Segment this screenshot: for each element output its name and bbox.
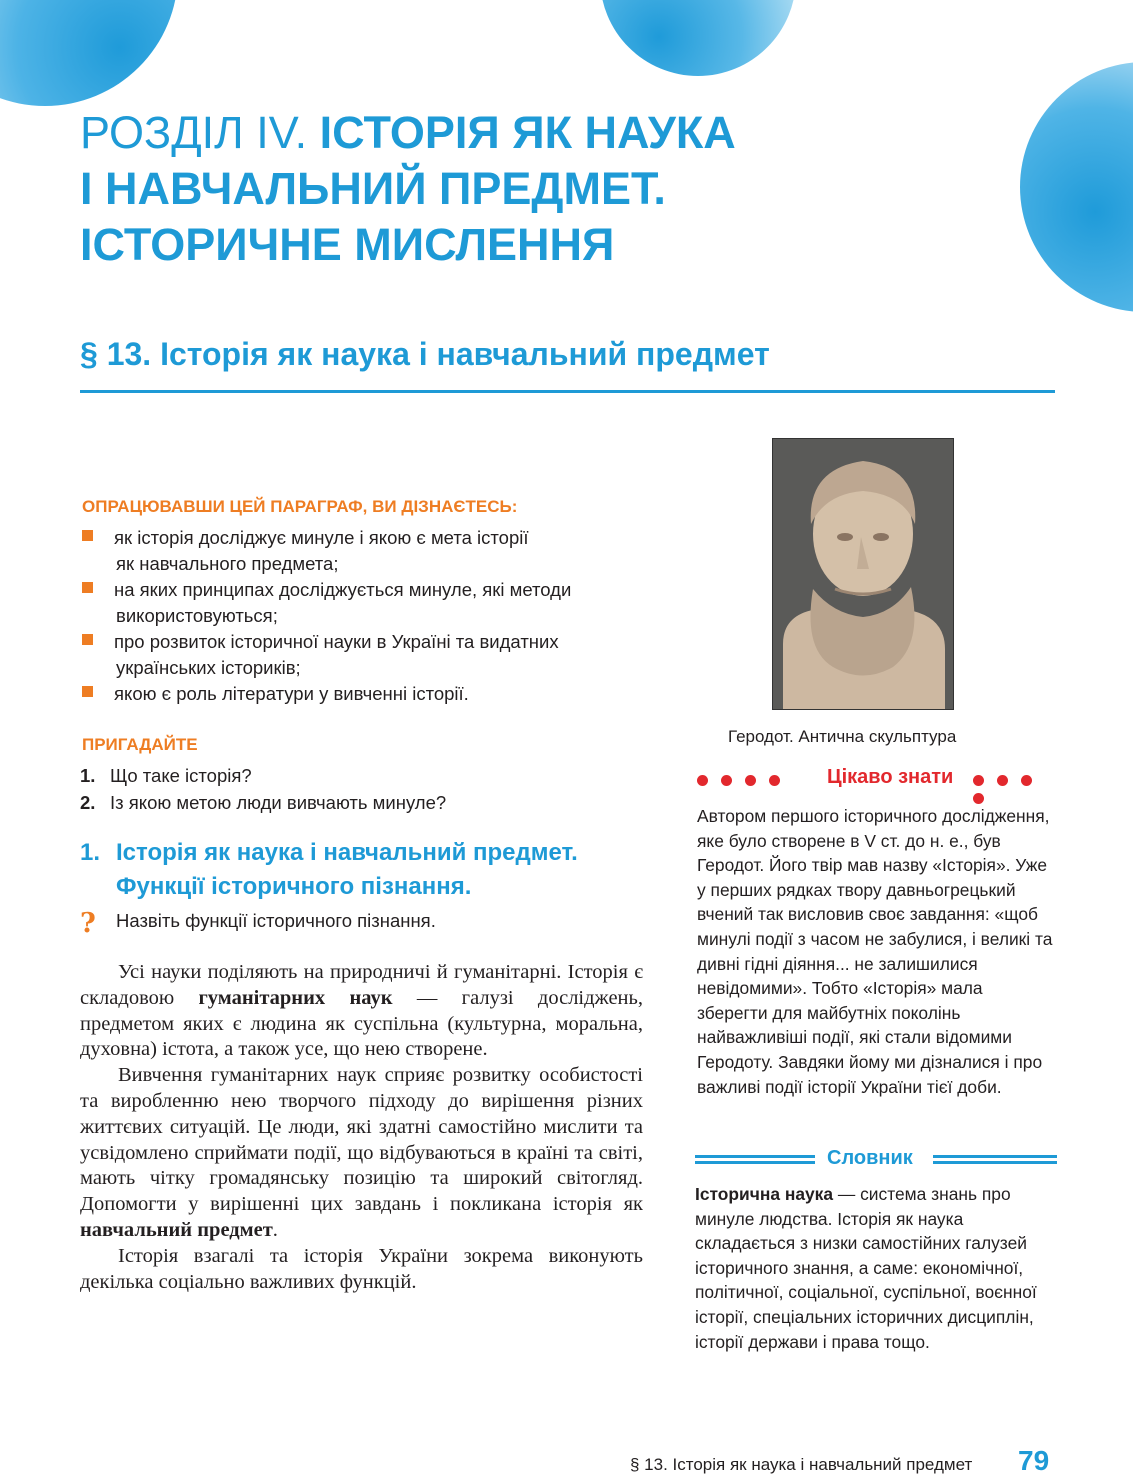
- recall-heading: ПРИГАДАЙТЕ: [82, 735, 198, 754]
- decorative-circle-top-center: [600, 0, 796, 76]
- decorative-circle-top-left: [0, 0, 178, 106]
- body-paragraph: Історія взагалі та історія України зокрема виконують декілька соціально важливих функцій.: [80, 1244, 643, 1293]
- body-text: [80, 960, 643, 1295]
- interesting-text: Автором першого історичного дослідження, яке було створене в V ст. до н. е., був Геродот. Його твір мав назву «Історія». Уже у перших рядках твору давньогрецький вчений так висловив своє завдання: «щоб минулі події з часом не забулися, і великі та дивні гідні діяння... не залишилися невідомими». Тобто «Історія» мала зберегти для майбутніх поколінь найважливіші події, які стали відомими Геродоту. Завдяки йому ми дізналися і про важливі події історії України тієї доби.: [697, 806, 1053, 1097]
- interesting-header: [697, 766, 1055, 796]
- dictionary-title: Словник: [827, 1147, 913, 1169]
- section-title: 1. Історія як наука і навчальний предмет. Функції історичного пізнання.: [80, 839, 578, 900]
- recall-item: 1. Що таке історія?: [80, 765, 252, 786]
- goals-heading: ОПРАЦЮВАВШИ ЦЕЙ ПАРАГРАФ, ВИ ДІЗНАЄТЕСЬ:: [82, 497, 518, 516]
- dictionary-text: [695, 1182, 1057, 1354]
- chapter-prefix: РОЗДІЛ IV.: [80, 107, 308, 158]
- photo-caption: Геродот. Антична скульптура: [728, 727, 957, 746]
- chapter-title-line2: І НАВЧАЛЬНИЙ ПРЕДМЕТ.: [80, 163, 666, 214]
- interesting-title: Цікаво знати: [827, 766, 954, 788]
- chapter-title-line1: ІСТОРІЯ ЯК НАУКА: [319, 107, 736, 158]
- body-paragraph: Вивчення гуманітарних наук сприяє розвитку особистості та виробленню нею творчого підходу до вирішення різних життєвих ситуацій. Це люди, які здатні самостійно мислити та усвідомлено сприймати події, що відбуваються в країні та світі, мають чітку громадянську позицію та широкий світогляд. Допомогти у вирішенні цих завдань і покликана історія як навчальний предмет.: [80, 1064, 643, 1241]
- goal-item: як історія досліджує минуле і якою є мета історії як навчального предмета;: [82, 525, 652, 577]
- question-icon: ?: [80, 908, 96, 939]
- running-title: § 13. Історія як наука і навчальний предмет: [630, 1455, 973, 1474]
- goal-item: про розвиток історичної науки в Україні та видатних українських істориків;: [82, 629, 652, 681]
- recall-list: [80, 762, 446, 816]
- dictionary-definition: — система знань про минуле людства. Історія як наука складається з низки самостійних галузей історичного знання, а саме: економічної, політичної, соціальної, суспільної, воєнної історії, спеціальних історичних дисциплін, історії держави і права тощо.: [695, 1184, 1037, 1352]
- recall-item: 2. Із якою метою люди вивчають минуле?: [80, 792, 447, 813]
- goal-item: якою є роль літератури у вивченні історії.: [82, 681, 652, 707]
- decorative-circle-right: [1020, 62, 1133, 312]
- dictionary-term: Історична наука: [695, 1184, 834, 1204]
- bullet-square-icon: [82, 530, 93, 541]
- decorative-lines-right: [933, 1155, 1057, 1165]
- herodotus-bust-image: [772, 438, 954, 710]
- paragraph-title: § 13. Історія як наука і навчальний предмет: [80, 336, 770, 372]
- bullet-square-icon: [82, 686, 93, 697]
- goal-item: на яких принципах досліджується минуле, які методи використовуються;: [82, 577, 652, 629]
- bullet-square-icon: [82, 634, 93, 645]
- decorative-dots-left: [697, 773, 793, 791]
- body-paragraph: Усі науки поділяють на природничі й гуманітарні. Історія є складовою гуманітарних наук — галузі досліджень, предметом яких є людина як суспільна (культурна, моральна, духовна) істота, а також усе, що нею створене.: [80, 961, 643, 1061]
- page-number: 79: [1018, 1445, 1050, 1476]
- chapter-title-line3: ІСТОРИЧНЕ МИСЛЕННЯ: [80, 219, 615, 270]
- decorative-lines-left: [695, 1155, 815, 1165]
- question-text: Назвіть функції історичного пізнання.: [116, 910, 436, 931]
- dictionary-header: [695, 1146, 1057, 1176]
- bullet-square-icon: [82, 582, 93, 593]
- paragraph-divider: [80, 390, 1055, 393]
- chapter-title: [80, 105, 980, 273]
- goals-list: [82, 525, 652, 707]
